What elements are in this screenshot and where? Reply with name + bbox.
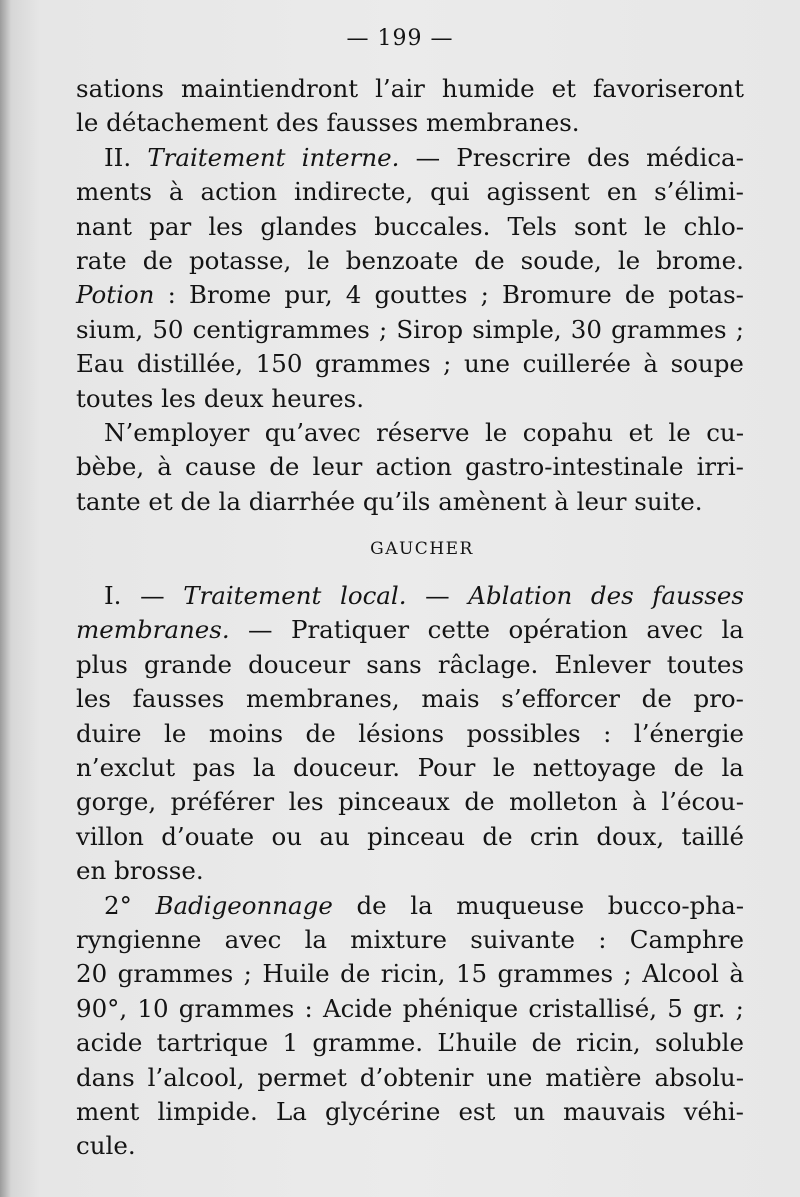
word: des	[275, 108, 319, 138]
word: de	[673, 753, 704, 783]
word: qu’ils	[362, 486, 431, 516]
word: La	[275, 1096, 307, 1126]
body-text	[76, 72, 744, 1164]
word: crin	[529, 821, 579, 851]
word: cristallisé,	[528, 993, 657, 1023]
word: ;	[243, 959, 252, 989]
word: Traitement	[147, 142, 286, 172]
word: pinceau	[367, 821, 466, 851]
word: le	[76, 108, 99, 138]
word: le	[668, 417, 691, 447]
word: ;	[735, 993, 744, 1023]
word: réserve	[376, 417, 470, 447]
word: chlo-	[683, 211, 744, 241]
word: l’air	[375, 74, 425, 103]
word: une	[486, 1062, 533, 1092]
word: grammes	[117, 959, 234, 989]
text-line	[76, 957, 744, 991]
word: la	[218, 486, 241, 516]
word: Tels	[507, 211, 557, 241]
word: L’huile	[437, 1028, 518, 1058]
text-line	[76, 717, 744, 751]
text-line	[76, 141, 744, 175]
word: action	[200, 177, 278, 207]
word: à	[729, 959, 744, 989]
word: Prescrire	[456, 142, 571, 172]
word: maintiendront	[180, 74, 359, 103]
word: sations	[76, 74, 164, 103]
word: avec	[646, 615, 704, 645]
word: brosse.	[114, 856, 204, 886]
word: douceur.	[293, 753, 401, 783]
text-line	[76, 210, 744, 244]
word: toutes	[666, 649, 744, 679]
word: 15	[455, 959, 488, 989]
word: et	[148, 486, 173, 516]
word: ;	[735, 314, 744, 344]
word: ;	[480, 280, 489, 310]
word: dans	[76, 1062, 135, 1092]
word: l’énergie	[633, 718, 744, 748]
word: de	[142, 245, 173, 275]
word: :	[603, 718, 612, 748]
word: le	[307, 245, 330, 275]
word: de	[180, 486, 211, 516]
word: duire	[76, 718, 142, 748]
word: râclage.	[437, 649, 539, 679]
word: soluble	[655, 1028, 744, 1058]
word: de	[340, 959, 371, 989]
word: —	[425, 581, 450, 611]
word: l’alcool,	[147, 1062, 245, 1092]
word: —	[415, 142, 441, 172]
word: membranes.	[76, 615, 230, 645]
word: leur	[312, 452, 363, 482]
page-binding-edge	[0, 0, 10, 1197]
word: Huile	[262, 959, 330, 989]
word: le	[484, 417, 508, 447]
word: Bromure	[502, 280, 612, 310]
word: buccales.	[374, 211, 491, 241]
word: grammes	[315, 349, 431, 379]
word: ;	[443, 349, 452, 379]
page-number: — 199 —	[346, 26, 454, 51]
word: suivante	[470, 924, 575, 954]
word: limpide.	[157, 1096, 258, 1126]
word: sium,	[76, 314, 144, 344]
word: cu-	[706, 417, 744, 447]
word: Brome	[189, 280, 272, 310]
word: humide	[441, 74, 535, 103]
word: à	[632, 787, 647, 817]
word: Potion	[76, 280, 155, 310]
word: II.	[104, 142, 132, 172]
word: soude,	[520, 245, 602, 275]
word: de	[474, 245, 505, 275]
word: ment	[76, 1096, 140, 1126]
word: opération	[508, 615, 628, 645]
word: cause	[184, 452, 257, 482]
word: favoriseront	[592, 74, 744, 103]
word: nant	[76, 211, 133, 241]
word: une	[463, 349, 511, 379]
word: la	[410, 890, 433, 920]
word: :	[167, 280, 176, 310]
word: membranes.	[425, 108, 580, 138]
text-line	[76, 785, 744, 819]
word: bèbe,	[76, 452, 145, 482]
word: indirecte,	[294, 177, 414, 207]
text-line	[76, 106, 744, 140]
word: Traitement	[183, 581, 322, 611]
word: la	[253, 753, 276, 783]
text-line	[76, 992, 744, 1026]
word: fausses	[652, 581, 744, 611]
word: la	[721, 753, 744, 783]
word: potasse,	[188, 245, 292, 275]
word: Ablation	[468, 581, 573, 611]
word: à	[643, 349, 659, 379]
word: les	[76, 684, 111, 714]
word: le	[492, 753, 516, 783]
word: en	[606, 177, 638, 207]
word: pur,	[284, 280, 333, 310]
text-line	[76, 72, 744, 106]
word: à	[168, 177, 184, 207]
word: acide	[76, 1028, 143, 1058]
word: préférer	[170, 787, 275, 817]
word: gramme.	[312, 1028, 424, 1058]
word: ;	[378, 314, 388, 344]
word: à	[554, 486, 569, 516]
word: Badigeonnage	[155, 890, 333, 920]
word: Acide	[322, 993, 393, 1023]
word: molleton	[509, 787, 618, 817]
word: bucco-pha-	[607, 890, 744, 920]
word: taillé	[681, 821, 744, 851]
word: Alcool	[642, 959, 719, 989]
word: Enlever	[554, 649, 651, 679]
word: pro-	[693, 684, 744, 714]
word: 20	[76, 959, 108, 989]
word: permet	[257, 1062, 347, 1092]
word: véhi-	[683, 1096, 744, 1126]
text-line	[76, 751, 744, 785]
word: centigrammes	[192, 314, 370, 344]
word: cuillerée	[522, 349, 631, 379]
word: les	[288, 787, 324, 817]
text-line	[76, 382, 744, 416]
word: douceur	[248, 649, 351, 679]
word: muqueuse	[456, 890, 585, 920]
word: mixture	[350, 924, 447, 954]
word: Camphre	[629, 924, 744, 954]
word: grammes	[497, 959, 614, 989]
text-line	[76, 613, 744, 647]
word: grande	[144, 649, 232, 679]
word: 90°,	[76, 993, 128, 1023]
word: brome.	[656, 245, 744, 275]
word: phénique	[402, 993, 519, 1023]
text-line	[76, 889, 744, 923]
word: de	[531, 1028, 562, 1058]
word: ricin,	[576, 1028, 641, 1058]
text-line	[76, 1129, 744, 1163]
text-line	[76, 313, 744, 347]
word: —	[140, 581, 165, 611]
section-heading: GAUCHER	[370, 538, 474, 559]
word: à	[157, 452, 172, 482]
word: gr.	[692, 993, 726, 1023]
word: :	[598, 924, 607, 954]
word: d’obtenir	[359, 1062, 474, 1092]
word: s’efforcer	[501, 684, 620, 714]
word: le	[164, 718, 187, 748]
word: matière	[545, 1062, 642, 1092]
word: Eau	[76, 349, 125, 379]
word: ricin,	[380, 959, 446, 989]
word: Sirop	[396, 314, 464, 344]
word: en	[76, 856, 107, 886]
word: de	[464, 787, 495, 817]
text-line	[76, 485, 744, 519]
word: Pratiquer	[290, 615, 410, 645]
word: 150	[255, 349, 303, 379]
word: gastro-intestinale	[465, 452, 684, 482]
word: action	[375, 452, 452, 482]
word: mais	[421, 684, 480, 714]
word: les	[161, 383, 197, 413]
word: qui	[430, 177, 470, 207]
word: d’ouate	[161, 821, 255, 851]
text-line	[76, 923, 744, 957]
word: Pour	[417, 753, 476, 783]
word: ryngienne	[76, 924, 202, 954]
text-line	[76, 175, 744, 209]
text-line	[76, 244, 744, 278]
word: :	[304, 993, 313, 1023]
word: la	[304, 924, 328, 954]
word: des	[587, 142, 630, 172]
word: —	[248, 615, 273, 645]
word: et	[551, 74, 576, 103]
word: moins	[208, 718, 284, 748]
word: simple,	[472, 314, 562, 344]
text-line	[76, 416, 744, 450]
text-line	[76, 854, 744, 888]
word: amènent	[438, 486, 547, 516]
word: de	[624, 280, 656, 310]
word: soupe	[670, 349, 744, 379]
word: nettoyage	[532, 753, 657, 783]
word: s’élimi-	[654, 177, 744, 207]
word: pinceaux	[338, 787, 450, 817]
word: distillée,	[136, 349, 244, 379]
text-line	[76, 820, 744, 854]
word: cule.	[76, 1131, 136, 1161]
word: de	[356, 890, 387, 920]
word: par	[149, 211, 192, 241]
word: villon	[76, 821, 144, 851]
word: de	[482, 821, 513, 851]
word: qu’avec	[264, 417, 361, 447]
word: le	[617, 245, 641, 275]
word: copahu	[522, 417, 614, 447]
word: médica-	[646, 142, 744, 172]
word: deux	[203, 383, 264, 413]
word: 10	[137, 993, 169, 1023]
word: la	[721, 615, 744, 645]
word: 50	[152, 314, 184, 344]
word: les	[208, 211, 244, 241]
word: tante	[76, 486, 141, 516]
word: grammes	[611, 314, 727, 344]
word: heures.	[271, 383, 365, 413]
word: de	[641, 684, 672, 714]
word: rate	[76, 245, 127, 275]
word: agissent	[486, 177, 590, 207]
word: sans	[366, 649, 422, 679]
word: est	[458, 1096, 496, 1126]
word: le	[644, 211, 667, 241]
text-line	[76, 347, 744, 381]
text-line	[76, 648, 744, 682]
word: benzoate	[345, 245, 459, 275]
text-line	[76, 450, 744, 484]
word: un	[513, 1096, 546, 1126]
word: doux,	[596, 821, 665, 851]
word: l’écou-	[661, 787, 744, 817]
word: de	[305, 718, 336, 748]
word: potas-	[668, 280, 744, 310]
word: ments	[76, 177, 152, 207]
text-line	[76, 1061, 744, 1095]
word: diarrhée	[248, 486, 356, 516]
word: grammes	[178, 993, 295, 1023]
word: 1	[282, 1028, 299, 1058]
word: 5	[667, 993, 683, 1023]
word: fausses	[132, 684, 225, 714]
word: mauvais	[563, 1096, 666, 1126]
word: n’exclut	[76, 753, 176, 783]
word: I.	[104, 581, 122, 611]
word: de	[269, 452, 300, 482]
word: gorge,	[76, 787, 157, 817]
word: gouttes	[374, 280, 468, 310]
word: leur	[576, 486, 627, 516]
word: cette	[427, 615, 491, 645]
word: détachement	[106, 108, 269, 138]
word: glandes	[260, 211, 358, 241]
word: fausses	[326, 108, 419, 138]
word: lésions	[358, 718, 445, 748]
word: local.	[340, 581, 407, 611]
word: N’employer	[104, 417, 250, 447]
word: ;	[623, 959, 632, 989]
word: plus	[76, 649, 128, 679]
word: 2°	[104, 890, 132, 920]
word: suite.	[634, 486, 703, 516]
word: irri-	[696, 452, 744, 482]
word: glycérine	[324, 1096, 441, 1126]
word: et	[628, 417, 653, 447]
word: des	[590, 581, 634, 611]
text-line	[76, 682, 744, 716]
word: possibles	[466, 718, 581, 748]
text-line	[76, 1095, 744, 1129]
text-line	[76, 579, 744, 613]
word: tartrique	[156, 1028, 269, 1058]
text-line	[76, 278, 744, 312]
word: absolu-	[654, 1062, 744, 1092]
word: ou	[271, 821, 303, 851]
word: sont	[574, 211, 627, 241]
word: avec	[224, 924, 282, 954]
word: 30	[570, 314, 602, 344]
word: au	[319, 821, 350, 851]
word: interne.	[301, 142, 400, 172]
text-line	[76, 1026, 744, 1060]
word: toutes	[76, 383, 154, 413]
word: 4	[345, 280, 362, 310]
word: pas	[192, 753, 236, 783]
word: membranes,	[246, 684, 400, 714]
